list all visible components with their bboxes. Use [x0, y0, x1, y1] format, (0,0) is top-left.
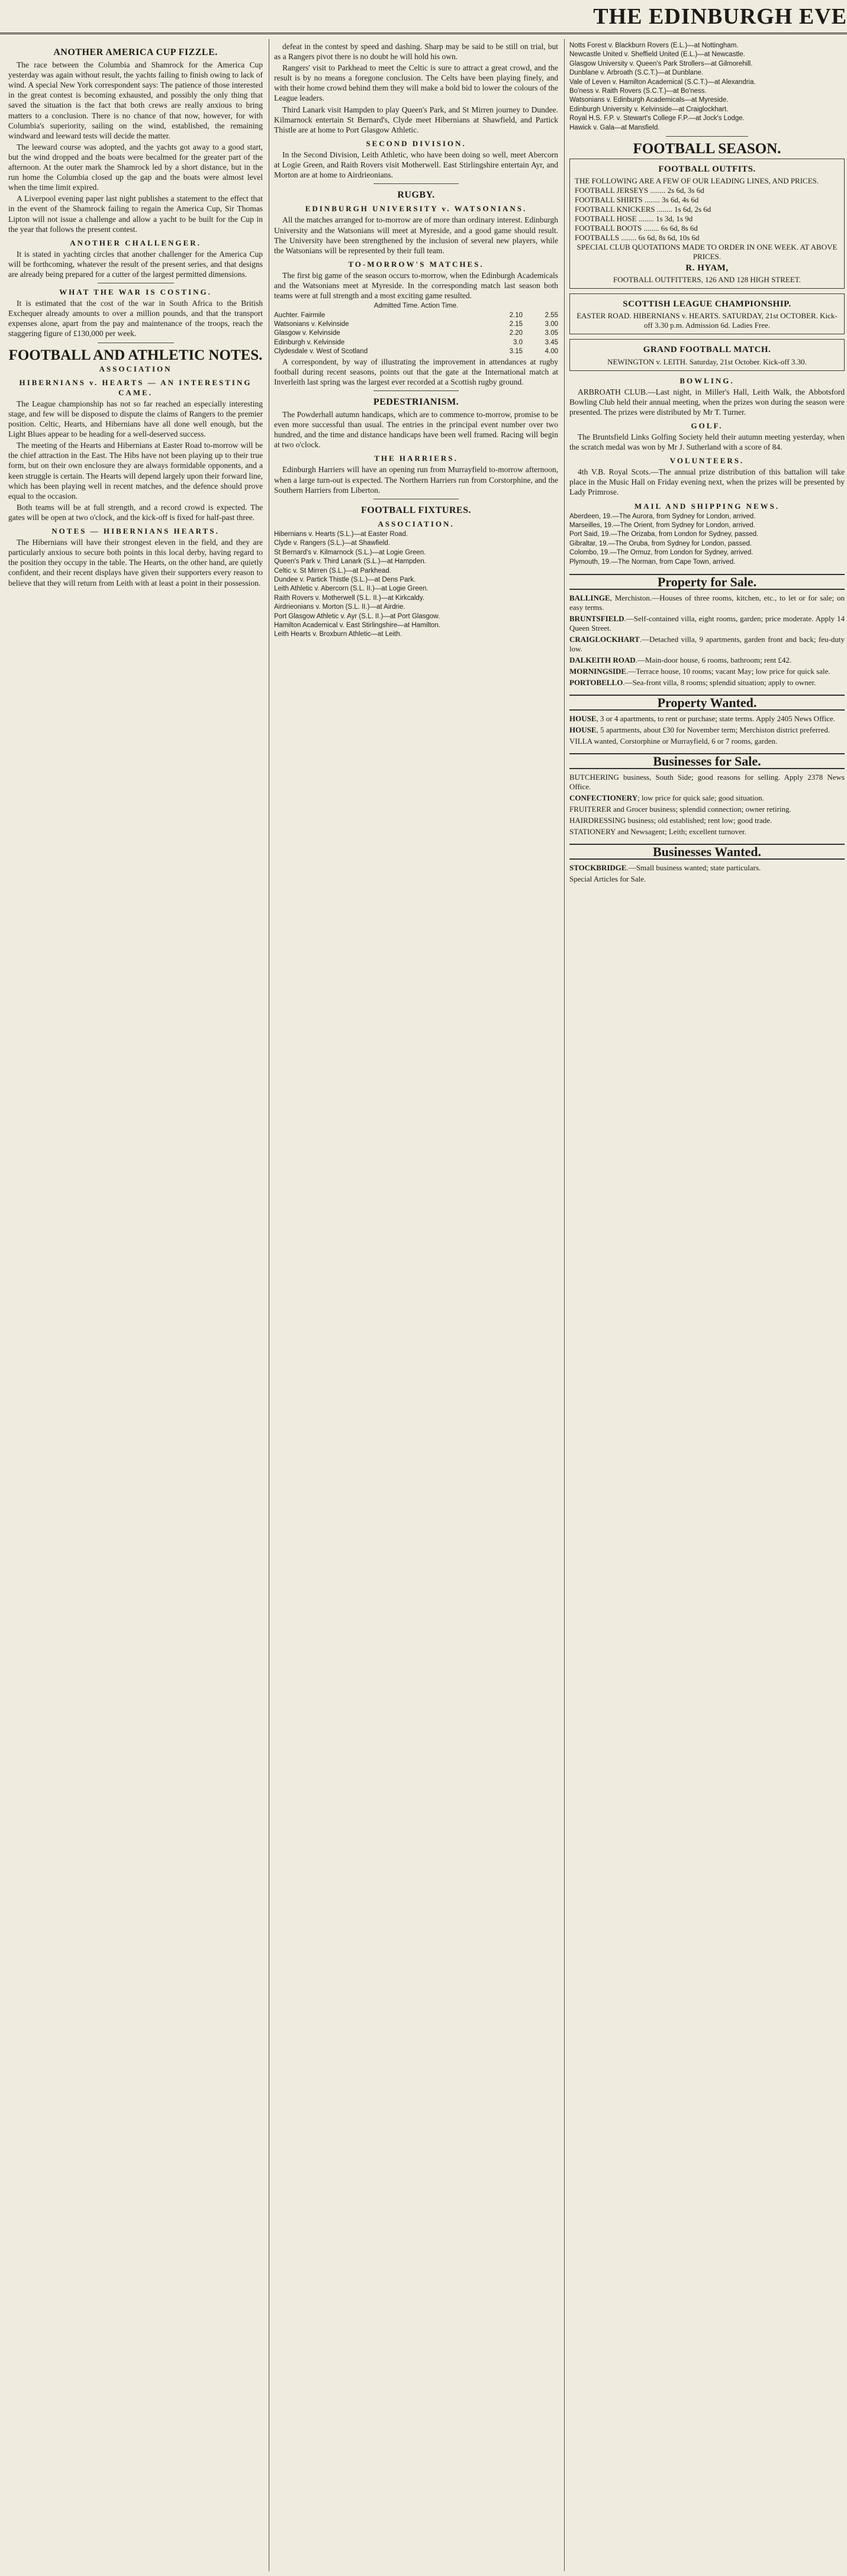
classified-ad: STATIONERY and Newsagent; Leith; excellent turnover.: [569, 827, 746, 837]
classified-lead: BALLINGE: [569, 593, 610, 603]
column-1: [8, 41, 263, 2570]
paragraph: The Hibernians will have their strongest eleven in the field, and they are particularly anxious to secure both points in this local derby, having regard to the position they occupy in the table. The Hearts, on the other hand, are quietly confident, and their recent displays have given their supporters every reason to believe that they will return from Leith with at least a point in their possession.: [8, 538, 263, 587]
paragraph: A correspondent, by way of illustrating the improvement in attendances at rugby football during recent seasons, points out that the gate at the International match at Inverleith last spring was the largest ever recorded at a Scottish rugby ground.: [274, 357, 558, 386]
fixture-line: Dunblane v. Arbroath (S.C.T.)—at Dunblane.: [569, 69, 704, 77]
classified-lead: DALKEITH ROAD: [569, 656, 636, 665]
advert-line: FOOTBALLS ........ 6s 6d, 8s 6d, 10s 6d: [575, 233, 700, 243]
column-rule: [564, 39, 565, 2571]
table-cell: Glasgow v. Kelvinside: [274, 330, 340, 337]
paragraph: The first big game of the season occurs to-morrow, when the Edinburgh Academicals and the Watsonians meet at Myreside. In the corresponding match last season both teams were at full strength and a most exciting game resulted.: [274, 270, 558, 301]
advert-price-list: [575, 176, 839, 243]
advert-title: SCOTTISH LEAGUE CHAMPIONSHIP.: [623, 299, 791, 309]
paragraph: Edinburgh Harriers will have an opening run from Murrayfield to-morrow afternoon, when a large turn-out is expected. The Northern Harriers run from Corstorphine, and the Southern Harriers from Liberton.: [274, 465, 558, 495]
masthead-title: THE EDINBURGH EVE: [593, 4, 847, 29]
masthead: [0, 0, 847, 34]
classified-ad: MORNINGSIDE.—Terrace house, 10 rooms; vacant May; low price for quick sale.: [569, 667, 830, 676]
classified-lead: MORNINGSIDE: [569, 667, 627, 676]
headline-football-fixtures: FOOTBALL FIXTURES.: [361, 505, 471, 515]
subheadline-edinburgh-university: EDINBURGH UNIVERSITY v. WATSONIANS.: [305, 204, 527, 214]
fixture-line: Bo'ness v. Raith Rovers (S.C.T.)—at Bo'ness.: [569, 88, 707, 95]
advert-line: FOOTBALL BOOTS ........ 6s 6d, 8s 6d: [575, 224, 698, 233]
classified-ad: Special Articles for Sale.: [569, 874, 646, 884]
classified-heading-businesses-sale: Businesses for Sale.: [569, 753, 845, 769]
classified-ad: STOCKBRIDGE.—Small business wanted; state particulars.: [569, 863, 761, 873]
paragraph: All the matches arranged for to-morrow are of more than ordinary interest. Edinburgh University and the Watsonians will meet at Myreside, and a good game should result. The University have been strengthened by the inclusion of several new players, while the Watsonians will be represented by their full team.: [274, 215, 558, 255]
classified-ad: BRUNTSFIELD.—Self-contained villa, eight rooms, garden; price moderate. Apply 14 Queen Street.: [569, 614, 845, 633]
subheadline-golf: GOLF.: [691, 421, 723, 430]
table-cell: 2.10: [509, 311, 523, 319]
separator: [373, 183, 459, 184]
fixture-line: Watsonians v. Edinburgh Academicals—at Myreside.: [569, 96, 729, 104]
paragraph: It is stated in yachting circles that another challenger for the America Cup will be forthcoming, whatever the result of the present series, and that designs are already being prepared for a cutter of the largest permitted dimensions.: [8, 249, 263, 279]
paragraph: The meeting of the Hearts and Hibernians at Easter Road to-morrow will be the chief attraction in the East. The Hibs have not been playing up to their true form, but on their own enclosure they are always formidable opponents, and a keen struggle is certain. The Hearts will depend largely upon their forward line, which has been playing well in recent matches, and the defence should prove equal to the occasion.: [8, 441, 263, 501]
paragraph: The race between the Columbia and Shamrock for the America Cup yesterday was again without result, the yachts failing to finish owing to lack of wind. A special New York correspondent says: The patience of those interested in the great contest is becoming exhausted, and possibly the only thing that saved the situation is the fact that both crews are really anxious to bring matters to a conclusion. There is no chance of that now, however, for with Columbia's superiority, sailing on the wind, established, the remaining windward and leeward tests will decide the matter.: [8, 60, 263, 140]
fixture-line: Celtic v. St Mirren (S.L.)—at Parkhead.: [274, 567, 391, 574]
shipping-line: Port Said, 19.—The Orizaba, from London for Sydney, passed.: [569, 531, 759, 538]
classified-ad: PORTOBELLO.—Sea-front villa, 8 rooms; splendid situation; apply to owner.: [569, 678, 816, 687]
classified-ad: HOUSE, 5 apartments, about £30 for November term; Merchiston district preferred.: [569, 725, 830, 735]
paragraph: The leeward course was adopted, and the yachts got away to a good start, but the wind dropped and the boats were becalmed for the greater part of the afternoon. At the outer mark the Shamrock led by a short distance, but in the run home the Columbia closed up the gap and the boats were almost level when the time limit expired.: [8, 142, 263, 192]
classified-lead: HOUSE: [569, 714, 597, 724]
advert-line: FOOTBALL KNICKERS ........ 1s 6d, 2s 6d: [575, 205, 711, 214]
advert-grand-match: [569, 339, 845, 370]
paragraph: defeat in the contest by speed and dashing. Sharp may be said to be still on trial, but as a Rangers pivot there is no doubt he will hold his own.: [274, 42, 558, 62]
classified-lead: HOUSE: [569, 725, 597, 735]
shipping-line: Colombo, 19.—The Ormuz, from London for Sydney, arrived.: [569, 549, 753, 557]
classified-ad: HAIRDRESSING business; old established; rent low; good trade.: [569, 816, 772, 825]
fixture-line: Hawick v. Gala—at Mansfield.: [569, 124, 660, 131]
match-time-row: [274, 311, 558, 320]
subheadline-harriers: THE HARRIERS.: [374, 454, 458, 463]
fixture-line: Notts Forest v. Blackburn Rovers (E.L.)—at Nottingham.: [569, 42, 739, 49]
shipping-line: Gibraltar, 19.—The Oruba, from Sydney for London, passed.: [569, 540, 752, 547]
headline-football-season: FOOTBALL SEASON.: [633, 141, 781, 157]
classified-heading-property-sale: Property for Sale.: [569, 574, 845, 590]
classified-heading-businesses-wanted: Businesses Wanted.: [569, 844, 845, 860]
classified-ad: HOUSE, 3 or 4 apartments, to rent or purchase; state terms. Apply 2405 News Office.: [569, 714, 835, 724]
advert-league-championship: [569, 293, 845, 334]
fixture-line: Hibernians v. Hearts (S.L.)—at Easter Road.: [274, 530, 408, 538]
classified-ad: FRUITERER and Grocer business; splendid connection; owner retiring.: [569, 805, 791, 814]
classified-ad: BUTCHERING business, South Side; good reasons for selling. Apply 2378 News Office.: [569, 773, 845, 792]
article-america-cup: [8, 60, 263, 234]
paragraph: The Powderhall autumn handicaps, which are to commence to-morrow, promise to be even more successful than usual. The entries in the principal event number over two hundred, and the time and distance handicaps have been well framed. Racing will begin at two o'clock.: [274, 409, 558, 450]
advert-text: EASTER ROAD. HIBERNIANS v. HEARTS. SATURDAY, 21st OCTOBER. Kick-off 3.30 p.m. Admission 6d. Ladies Free.: [577, 311, 838, 330]
advert-line: FOOTBALL JERSEYS ........ 2s 6d, 3s 6d: [575, 186, 704, 195]
shipping-list: [569, 512, 845, 567]
fixtures-list: [274, 530, 558, 640]
fixture-line: Royal H.S. F.P. v. Stewart's College F.P.—at Jock's Lodge.: [569, 115, 745, 122]
subheadline-volunteers: VOLUNTEERS.: [669, 456, 745, 466]
fixture-line: Dundee v. Partick Thistle (S.L.)—at Dens Park.: [274, 576, 416, 583]
advert-line: FOOTBALL SHIRTS ........ 3s 6d, 4s 6d: [575, 195, 699, 205]
table-cell: Edinburgh v. Kelvinside: [274, 338, 345, 346]
advert-title: FOOTBALL OUTFITS.: [658, 164, 756, 175]
advert-note: SPECIAL CLUB QUOTATIONS MADE TO ORDER IN ONE WEEK. AT ABOVE PRICES.: [577, 243, 838, 262]
subheadline-tomorrows-matches: TO-MORROW'S MATCHES.: [348, 259, 484, 269]
advert-line: FOOTBALL HOSE ........ 1s 3d, 1s 9d: [575, 214, 693, 224]
classified-lead: PORTOBELLO: [569, 678, 623, 687]
shipping-line: Aberdeen, 19.—The Aurora, from Sydney for London, arrived.: [569, 512, 756, 520]
classified-lead: BRUNTSFIELD: [569, 614, 624, 624]
classified-list: [569, 593, 845, 687]
paragraph: In the Second Division, Leith Athletic, who have been doing so well, meet Abercorn at Logie Green, and Raith Rovers visit Motherwell. East Stirlingshire entertain Ayr, and Morton are at home to Airdrieonians.: [274, 150, 558, 180]
fixture-line: Newcastle United v. Sheffield United (E.L.)—at Newcastle.: [569, 51, 745, 59]
match-times-header: Admitted Time. Action Time.: [373, 302, 459, 310]
classified-list: [569, 773, 845, 837]
classified-heading-property-wanted: Property Wanted.: [569, 695, 845, 711]
fixture-line: Leith Hearts v. Broxburn Athletic—at Leith.: [274, 631, 402, 638]
subheadline-challenger: ANOTHER CHALLENGER.: [70, 238, 201, 247]
fixture-line: Leith Athletic v. Abercorn (S.L. II.)—at Logie Green.: [274, 585, 429, 593]
paragraph: ARBROATH CLUB.—Last night, in Miller's Hall, Leith Walk, the Abbotsford Bowling Club held their annual meeting, when the prizes won during the season were presented. The prizes were distributed by Mr T. Turner.: [569, 387, 845, 417]
advert-address: FOOTBALL OUTFITTERS, 126 AND 128 HIGH STREET.: [613, 275, 801, 285]
match-time-row: [274, 320, 558, 329]
classified-list: [569, 714, 845, 746]
advert-title: GRAND FOOTBALL MATCH.: [643, 345, 771, 355]
subheadline-war-cost: WHAT THE WAR IS COSTING.: [59, 288, 212, 297]
table-cell: 2.20: [509, 330, 523, 337]
table-cell: 2.15: [509, 320, 523, 328]
paragraph: 4th V.B. Royal Scots.—The annual prize distribution of this battalion will take place in the Music Hall on Friday evening next, when the prizes will be presented by Lady Primrose.: [569, 467, 845, 497]
classified-list: [569, 863, 845, 884]
advert-line: THE FOLLOWING ARE A FEW OF OUR LEADING LINES, AND PRICES.: [575, 176, 819, 186]
fixture-line: Queen's Park v. Third Lanark (S.L.)—at Hampden.: [274, 558, 426, 566]
classified-ad: VILLA wanted, Corstorphine or Murrayfield, 6 or 7 rooms, garden.: [569, 737, 778, 746]
fixture-line: Port Glasgow Athletic v. Ayr (S.L. II.)—at Port Glasgow.: [274, 612, 440, 620]
fixture-line: Hamilton Academical v. East Stirlingshire—at Hamilton.: [274, 621, 441, 629]
table-cell: 3.15: [509, 348, 523, 356]
subheadline-hibs-hearts: HIBERNIANS v. HEARTS — AN INTERESTING CAME.: [19, 377, 252, 397]
table-cell: Watsonians v. Kelvinside: [274, 320, 349, 328]
classified-lead: CONFECTIONERY: [569, 793, 638, 803]
column-2: [274, 41, 558, 2570]
fixture-line: St Bernard's v. Kilmarnock (S.L.)—at Logie Green.: [274, 548, 426, 556]
classified-ad: CONFECTIONERY; low price for quick sale; good situation.: [569, 793, 764, 803]
classified-lead: CRAIGLOCKHART: [569, 635, 640, 644]
paragraph: The Bruntsfield Links Golfing Society held their autumn meeting yesterday, when the scratch medal was won by Mr J. Sutherland with a score of 84.: [569, 432, 845, 452]
table-cell: 2.55: [545, 311, 558, 319]
subheadline-association: ASSOCIATION.: [378, 519, 455, 528]
match-times-table: [274, 311, 558, 357]
fixture-line: Airdrieonians v. Morton (S.L. II.)—at Airdrie.: [274, 603, 405, 611]
paragraph: Third Lanark visit Hampden to play Queen's Park, and St Mirren journey to Dundee. Kilmarnock entertain St Bernard's, Clyde meet Hibernians at Shawfield, and Partick Thistle are at home to Port Glasgow Athletic.: [274, 105, 558, 134]
fixture-line: Clyde v. Rangers (S.L.)—at Shawfield.: [274, 540, 391, 547]
fixtures-list-continued: [569, 41, 845, 133]
headline-football-notes: FOOTBALL AND ATHLETIC NOTES.: [8, 347, 263, 363]
table-cell: 4.00: [545, 348, 558, 356]
fixture-line: Glasgow University v. Queen's Park Strollers—at Gilmorehill.: [569, 60, 753, 67]
table-cell: Clydesdale v. West of Scotland: [274, 348, 368, 356]
paragraph: A Liverpool evening paper last night publishes a statement to the effect that in the event of the Shamrock failing to regain the America Cup, Sir Thomas Lipton will not issue a challenge and allow a yacht to be built for the Cup in the year that follows the present contest.: [8, 194, 263, 234]
advert-football-outfits: [569, 159, 845, 289]
headline-america-cup: ANOTHER AMERICA CUP FIZZLE.: [53, 47, 218, 57]
table-cell: 3.05: [545, 330, 558, 337]
shipping-line: Plymouth, 19.—The Norman, from Cape Town, arrived.: [569, 558, 736, 566]
headline-rugby: RUGBY.: [397, 190, 435, 201]
subheadline-bowling: BOWLING.: [679, 376, 735, 385]
table-cell: 3.0: [513, 338, 523, 346]
match-time-row: [274, 329, 558, 338]
paragraph: Rangers' visit to Parkhead to meet the Celtic is sure to attract a great crowd, and the result is by no means a foregone conclusion. The Celts have been playing finely, and with their home crowd behind them they will make a bold bid to lower the colours of the League leaders.: [274, 63, 558, 103]
column-3: [569, 41, 845, 2570]
table-cell: Auchter. Fairmile: [274, 311, 326, 319]
fixture-line: Vale of Leven v. Hamilton Academical (S.C.T.)—at Alexandria.: [569, 78, 756, 86]
classified-ad: BALLINGE, Merchiston.—Houses of three rooms, kitchen, etc., to let or for sale; on easy terms.: [569, 593, 845, 612]
headline-pedestrianism: PEDESTRIANISM.: [373, 396, 459, 407]
fixture-line: Edinburgh University v. Kelvinside—at Craiglockhart.: [569, 105, 729, 113]
paragraph: The League championship has not so far reached an especially interesting stage, and few will be disposed to dispute the claims of Rangers to the premier position. Celtic, Hearts, and Hibernians have all done well enough, but the Light Blues appear to be heading for a well-deserved success.: [8, 399, 263, 439]
match-time-row: [274, 338, 558, 347]
fixture-line: Raith Rovers v. Motherwell (S.L. II.)—at Kirkcaldy.: [274, 594, 424, 602]
separator: [666, 136, 749, 137]
separator: [373, 390, 459, 391]
subheadline-notes: NOTES — HIBERNIANS HEARTS.: [51, 527, 220, 536]
subheadline-mail-shipping: MAIL AND SHIPPING NEWS.: [634, 501, 780, 511]
subheadline-second-division: SECOND DIVISION.: [366, 138, 466, 148]
classified-ad: DALKEITH ROAD.—Main-door house, 6 rooms, bathroom; rent £42.: [569, 656, 792, 665]
advert-text: NEWINGTON v. LEITH. Saturday, 21st October. Kick-off 3.30.: [607, 357, 807, 366]
classified-ad: CRAIGLOCKHART.—Detached villa, 9 apartments, garden front and back; feu-duty low.: [569, 635, 845, 654]
shipping-line: Marseilles, 19.—The Orient, from Sydney for London, arrived.: [569, 522, 755, 530]
match-time-row: [274, 347, 558, 356]
article-football-notes: [8, 399, 263, 522]
table-cell: 3.45: [545, 338, 558, 346]
paragraph: Both teams will be at full strength, and a record crowd is expected. The gates will be open at two o'clock, and the kick-off is fixed for half-past three.: [8, 502, 263, 522]
classified-lead: STOCKBRIDGE: [569, 863, 627, 873]
subheadline-association: ASSOCIATION: [99, 364, 172, 373]
advert-firm-name: R. HYAM,: [685, 263, 729, 273]
paragraph: It is estimated that the cost of the war in South Africa to the British Exchequer already amounts to over a million pounds, and that the transport expenses alone, apart from the pay and maintenance of the troops, reach the staggering figure of £130,000 per week.: [8, 299, 263, 338]
table-cell: 3.00: [545, 320, 558, 328]
